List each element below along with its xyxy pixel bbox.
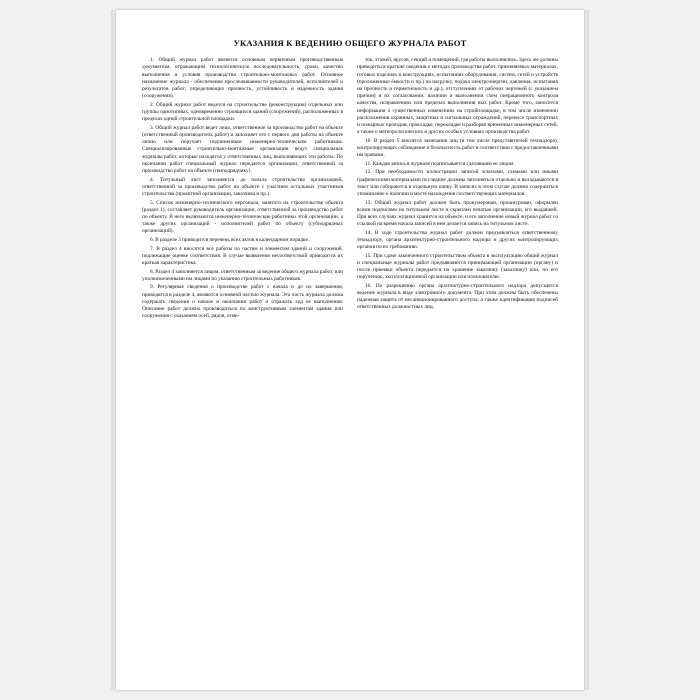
paragraph: 12. При необходимости иллюстрации записей эскизами, схемами или иными графическими материалами последние должны заполняться отдельно и вкладываются в текст или собираются в отдельную папку. В записях в этом случае должно содержаться упоминание о наличии и месте нахождения соответствующих материалов. — [357, 169, 558, 197]
paragraph: 9. Регулярные сведения о производстве работ с начала и до их завершения, приводятся в разделе 4, являются основной частью журнала. Эта часть журнала должна содержать сведения о начале и окончании работ и отражать ход ее выполнения. Описание работ должно производиться по конструктивным элементам здания или сооружения с указанием осей, рядов, отме- — [142, 284, 343, 320]
paragraph: 15. При сдаче законченного строительством объекта в эксплуатацию общий журнал и специальные журналы работ предъявляются принимающей организации (органу) и после приемки объекта передается на хранение заказчику (заказчику) или, по его поручению, эксплуатационной организации или пользователю. — [357, 252, 558, 281]
paragraph: 8. Раздел 4 заполняется лицом, ответственным за ведение общего журнала работ, или уполномоченными им лицами по указанию строительных работников. — [142, 268, 343, 282]
paragraph: 11. Каждая запись в журнале подписывается сделавшим ее лицом. — [365, 160, 515, 167]
paragraph: 16. По разрешению органа архитектурно-строительного надзора допускается ведение журнала в виде электронного документа. При этом должны быть обеспечены надежная защита от несанкционированного доступа, а также идентификация подписей ответственных должностных лиц. — [357, 282, 558, 311]
left-column — [142, 57, 343, 322]
paragraph: 3. Общий журнал работ ведет лицо, ответственное за производство работ на объекте (ответственный производитель работ) и заполняет его с первого дня работы на объекте лично или поручает подчиненным инженерно-техническим работникам. Специализированные строительно-монтажные организации ведут специальные журналы работ, которые находятся у ответственных лиц, выполняющих эти работы. По окончании работ специальный журнал передается организации, ответственной за производство работ на объекте (генподрядчику). — [142, 124, 343, 174]
two-column-body — [142, 57, 558, 322]
paragraph: 4. Титульный лист заполняется до начала строительства организацией, ответственной за производство работ на объекте с участием остальных участников строительства (проектной организации, заказчика и пр.). — [142, 176, 343, 197]
page-right-shadow — [584, 10, 589, 690]
paragraph: 13. Общий журнал работ должен быть пронумерован, прошнурован, оформлен всеми подписями на титульном листе и скреплен печатью организации, его выдавшей. При всех случаях журнал хранится на объекте, и его заполнение новый журнал работ со ссылкой на время начала записей в нем делается запись на титульном листе. — [357, 199, 558, 228]
paragraph: 1. Общий журнал работ является основным первичным производственным документом, отражающим технологическую последовательность, сроки, качество выполнения и условия производства строительно-монтажных работ. Основное назначение журнала - обеспечение прослеживаемости руководителей, исполнителей и результатов работ; определяющих прочность, устойчивость и надежность здания (сооружения). — [142, 57, 343, 100]
paragraph: ток, этажей, ярусов, секций и помещений, где работы выполнялись. Здесь же должны приводиться краткие сведения о методах производства работ, применяемых материалах, готовых изделиях и конструкциях, испытаниях оборудования, систем, сетей и устройств (проложенные ёмкости и пр.) на нагрузку, подача электроэнергии, давления, испытания на прочность и герметичность и др.), отступлениях от рабочих чертежей (с указанием причин) и их согласовании, наличии и выполнении схем операционного контроля качества, исправлениях или пределах выполнения ных работ. Кроме того, заносится информация о существенных изменениях на стройплощадке, в том числе изменении расположения охранных, защитных и сигнальных ограждений, переносе транспортных и пожарных проездов, прокладке, перекладке и разборке временных инженерных сетей, а также о метеорологических и других особых условиях производства работ. — [357, 57, 558, 136]
page-title: УКАЗАНИЯ К ВЕДЕНИЮ ОБЩЕГО ЖУРНАЛА РАБОТ — [233, 38, 467, 48]
paragraph: 7. В раздел 4 вносятся все работы по частям и элементам зданий и сооружений, подлежащие оценке соответствия. В случае выявления несоответствий приводится их краткая характеристика. — [142, 245, 343, 266]
paragraph: 14. В ходе строительства журнал работ должен предъявляться ответственному технадзору, органа архитектурно-строительного надзора и других контролирующих органов по их требованию. — [357, 229, 558, 251]
paragraph: 2. Общий журнал работ ведется на строительстве (реконструкции) отдельных или группы однотипных, одновременно строящихся зданий (сооружений), расположенных в пределах одной строительной площадки. — [142, 101, 343, 123]
paragraph: 10. В раздел 5 вносятся замечания лиц (в том числе представителей технадзора), контролирующих соблюдение и безопасность работ в соответствии с предоставленными им правами. — [357, 137, 558, 159]
paragraph: 6. В разделе 3 приводится перечень всех актов в календарном порядке. — [150, 236, 310, 243]
document-page — [116, 10, 584, 690]
right-column — [357, 57, 558, 313]
paragraph: 5. Список инженерно-технического персонала, занятого на строительстве объекта (раздел 1), составляет руководитель организации, ответственной за производство работ по объекту. В него включаются инженерно-технические работники этой организации, а также других организаций - исполнителей работ по объекту (субподрядных организаций). — [142, 199, 343, 235]
